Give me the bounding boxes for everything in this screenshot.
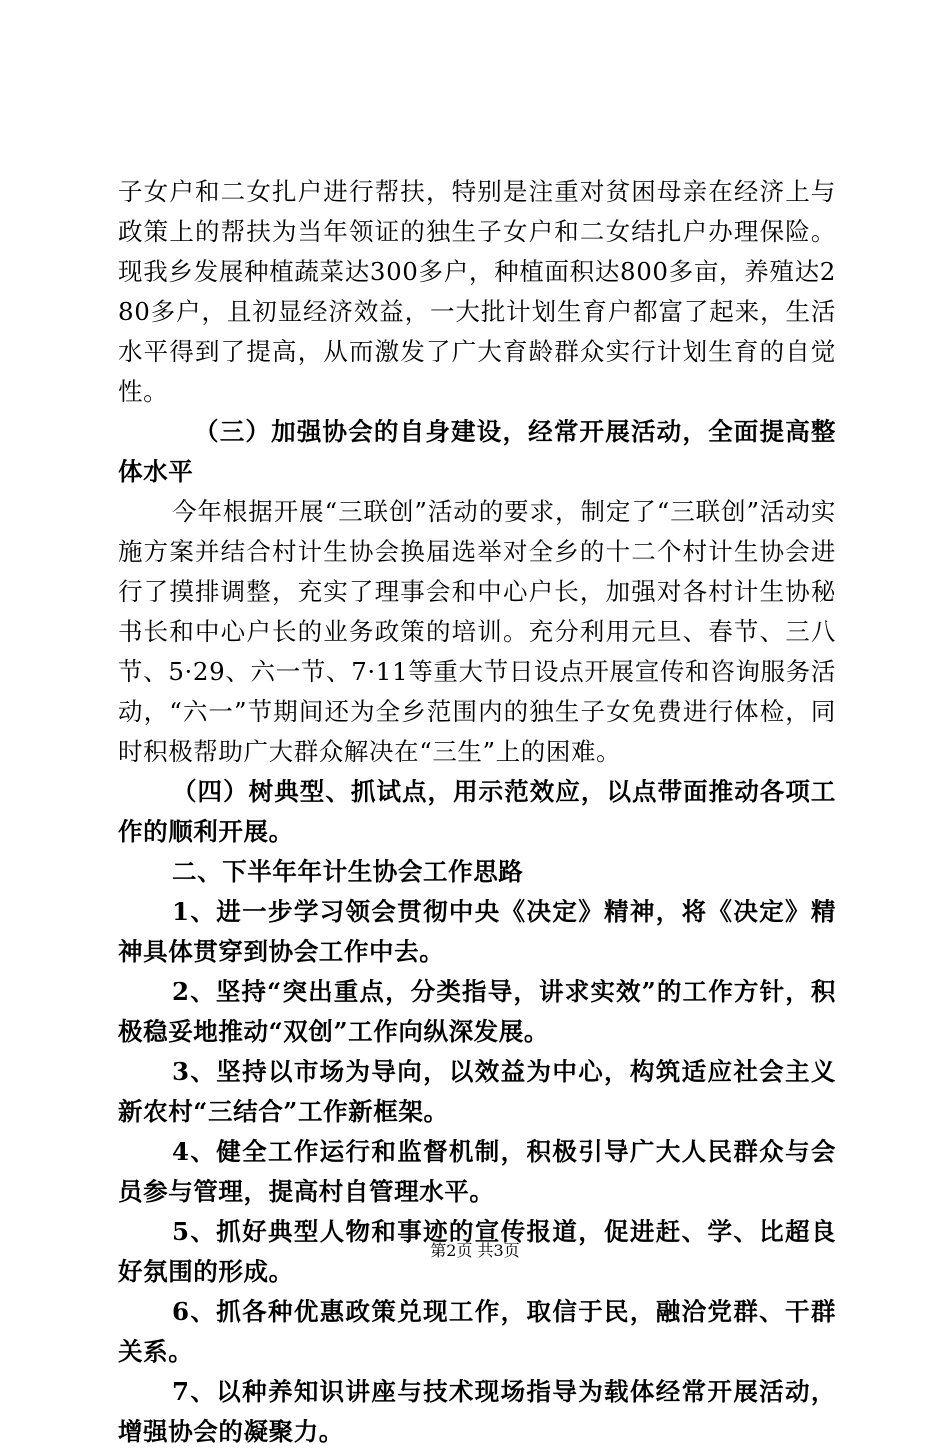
plan-item-5: 5、抓好典型人物和事迹的宣传报道，促进赶、学、比超良好氛围的形成。 — [118, 1217, 836, 1286]
page-footer: 第2页 共3页 — [430, 1241, 520, 1260]
plan-item-4: 4、健全工作运行和监督机制，积极引导广大人民群众与会员参与管理，提高村自管理水平。 — [118, 1137, 836, 1206]
section-heading-four: （四）树典型、抓试点，用示范效应，以点带面推动各项工作的顺利开展。 — [118, 777, 836, 846]
plan-item-7: 7、以种养知识讲座与技术现场指导为载体经常开展活动，增强协会的凝聚力。 — [118, 1377, 836, 1446]
paragraph-three-linked-creation: 今年根据开展“三联创”活动的要求，制定了“三联创”活动实施方案并结合村计生协会换届选举对全乡的十二个村计生协会进行了摸排调整，充实了理事会和中心户长，加强对各村计生协秘书长和中心户长的业务政策的培训。充分利用元旦、春节、三八节、5·29、六一节、7·11等重大节日设点开展宣传和咨询服务活动，“六一”节期间还为全乡范围内的独生子女免费进行体检，同时积极帮助广大群众解决在“三生”上的困难。 — [118, 497, 836, 766]
plan-item-2: 2、坚持“突出重点，分类指导，讲求实效”的工作方针，积极稳妥地推动“双创”工作向纵深发展。 — [118, 977, 836, 1046]
plan-item-6: 6、抓各种优惠政策兑现工作，取信于民，融洽党群、干群关系。 — [118, 1297, 836, 1366]
section-heading-second-half-plan: 二、下半年年计生协会工作思路 — [172, 857, 524, 886]
section-heading-three: （三）加强协会的自身建设，经常开展活动，全面提高整体水平 — [118, 417, 836, 486]
plan-item-1: 1、进一步学习领会贯彻中央《决定》精神，将《决定》精神具体贯穿到协会工作中去。 — [118, 897, 836, 966]
plan-item-3: 3、坚持以市场为导向，以效益为中心，构筑适应社会主义新农村“三结合”工作新框架。 — [118, 1057, 836, 1126]
paragraph-continuation: 子女户和二女扎户进行帮扶，特别是注重对贫困母亲在经济上与政策上的帮扶为当年领证的独生子女户和二女结扎户办理保险。现我乡发展种植蔬菜达300多户，种植面积达800多亩，养殖达280多户，且初显经济效益，一大批计划生育户都富了起来，生活水平得到了提高，从而激发了广大育龄群众实行计划生育的自觉性。 — [118, 177, 836, 406]
